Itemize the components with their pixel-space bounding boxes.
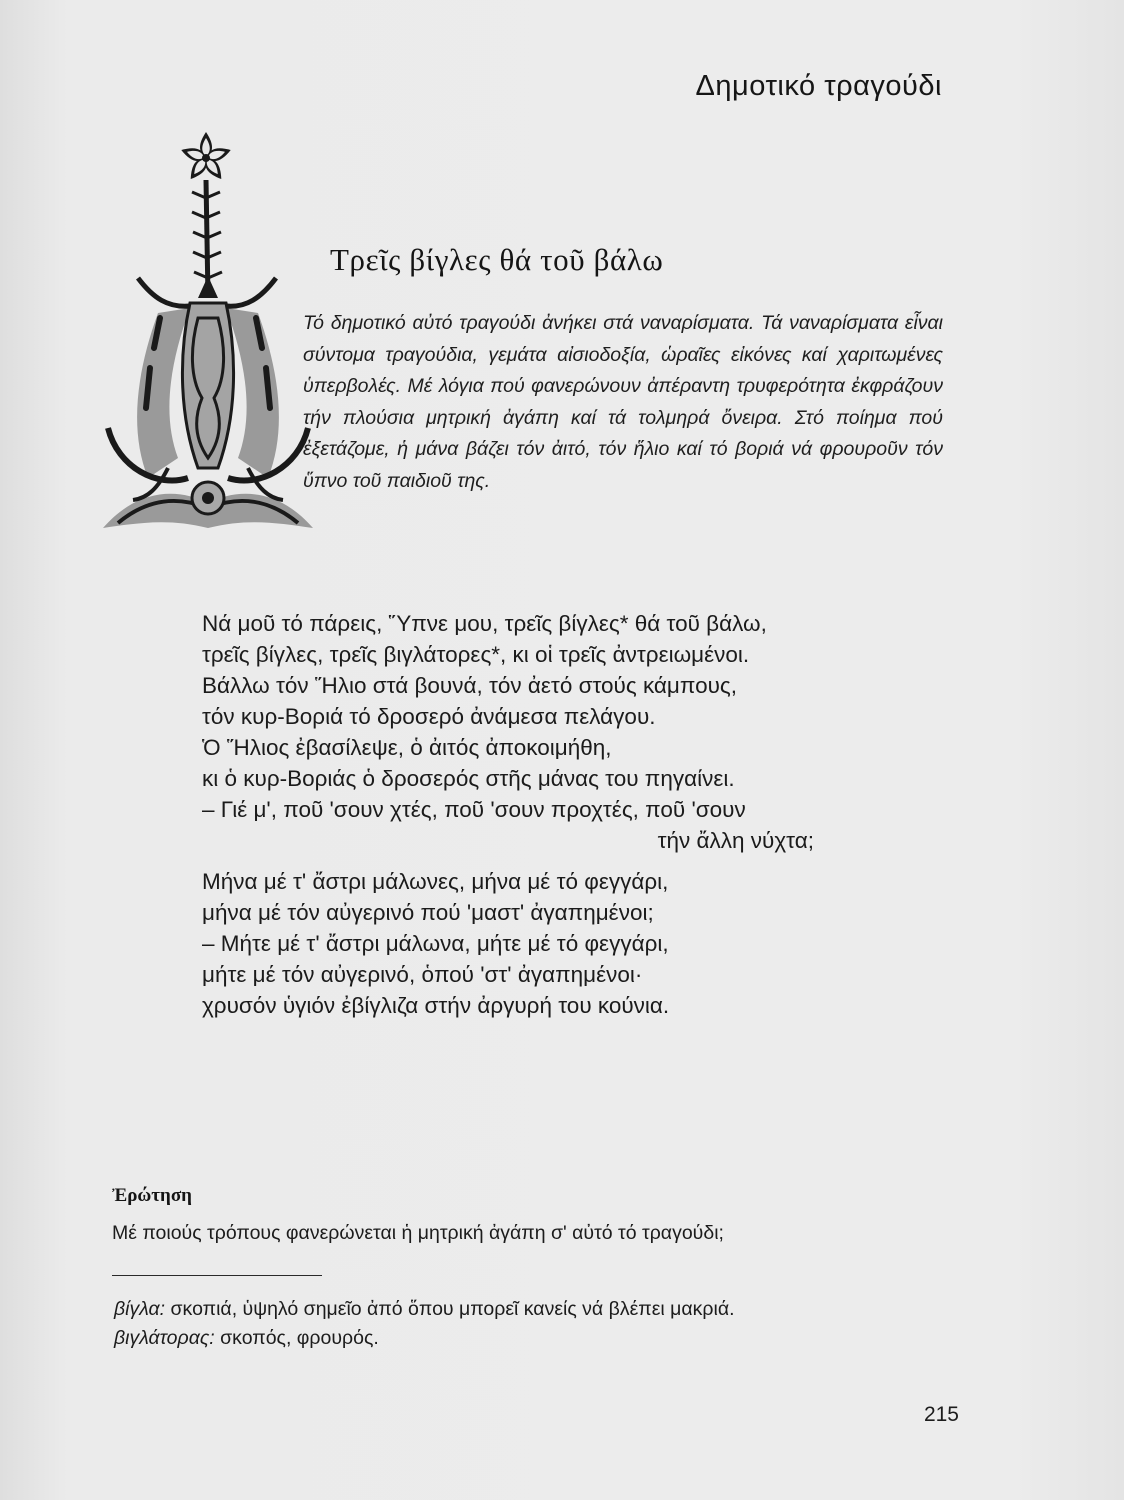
poem-line-continuation: τήν ἄλλη νύχτα; [657, 828, 814, 853]
footnote-term: βίγλα: [114, 1298, 166, 1320]
footnote-definition: σκοπιά, ὑψηλό σημεῖο ἀπό ὅπου μπορεῖ κανείς νά βλέπει μακριά. [170, 1298, 735, 1320]
poem-line: Βάλλω τόν Ἥλιο στά βουνά, τόν ἀετό στούς κάμπους, [202, 673, 738, 698]
poem-body [202, 608, 882, 1021]
footnote-item [114, 1324, 735, 1353]
footnote-definition: σκοπός, φρουρός. [220, 1327, 379, 1349]
poem-line: κι ὁ κυρ-Βοριάς ὁ δροσερός στῆς μάνας του πηγαίνει. [202, 766, 735, 791]
intro-paragraph: Τό δημοτικό αὐτό τραγούδι ἀνήκει στά ναναρίσματα. Τά ναναρίσματα εἶναι σύντομα τραγούδια, γεμάτα αἰσιοδοξία, ὡραῖες εἰκόνες καί χαριτωμένες ὑπερβολές. Μέ λόγια πού φανερώνουν ἀπέραντη τρυφερότητα ἐκφράζουν τήν πλούσια μητρική ἀγάπη καί τά τολμηρά ὄνειρα. Στό ποίημα πού ἐξετάζομε, ἡ μάνα βάζει τόν ἀιτό, τόν ἥλιο καί τό βοριά νά φρουροῦν τόν ὕπνο τοῦ παιδιοῦ της. [303, 312, 943, 492]
vase-icon [137, 276, 279, 478]
flower-icon [179, 132, 232, 183]
section-title: Δημοτικό τραγούδι [695, 70, 942, 102]
poem-line: χρυσόν ὑγιόν ἐβίγλιζα στήν ἀργυρή του κούνια. [202, 993, 670, 1018]
floral-ornament-illustration [98, 128, 318, 558]
poem-line: μήτε μέ τόν αὐγερινό, ὁπού 'στ' ἀγαπημένοι· [202, 962, 643, 987]
poem-line: Νά μοῦ τό πάρεις, Ὕπνε μου, τρεῖς βίγλες* θά τοῦ βάλω, [202, 611, 767, 636]
poem-line: τρεῖς βίγλες, τρεῖς βιγλάτορες*, κι οἱ τρεῖς ἀντρειωμένοι. [202, 642, 750, 667]
footnote-term: βιγλάτορας: [114, 1327, 215, 1349]
page-number: 215 [923, 1403, 959, 1426]
footnotes [114, 1295, 735, 1353]
footnote-item [114, 1295, 735, 1324]
poem-line: – Μήτε μέ τ' ἄστρι μάλωνα, μήτε μέ τό φεγγάρι, [202, 931, 669, 956]
poem-line: τόν κυρ-Βοριά τό δροσερό ἀνάμεσα πελάγου. [202, 704, 656, 729]
question-heading: Ἐρώτηση [112, 1185, 192, 1206]
footnote-divider [112, 1275, 322, 1276]
question-text: Μέ ποιούς τρόπους φανερώνεται ἡ μητρική ἀγάπη σ' αὐτό τό τραγούδι; [112, 1222, 724, 1244]
poem-title: Τρεῖς βίγλες θά τοῦ βάλω [330, 242, 664, 277]
poem-line: μήνα μέ τόν αὐγερινό πού 'μαστ' ἀγαπημένοι; [202, 900, 654, 925]
poem-line: Ὁ Ἥλιος ἐβασίλεψε, ὁ ἀιτός ἀποκοιμήθη, [202, 735, 612, 760]
poem-line: Μήνα μέ τ' ἄστρι μάλωνες, μήνα μέ τό φεγγάρι, [202, 869, 669, 894]
poem-line: – Γιέ μ', ποῦ 'σουν χτές, ποῦ 'σουν προχτές, ποῦ 'σουν [202, 797, 746, 822]
